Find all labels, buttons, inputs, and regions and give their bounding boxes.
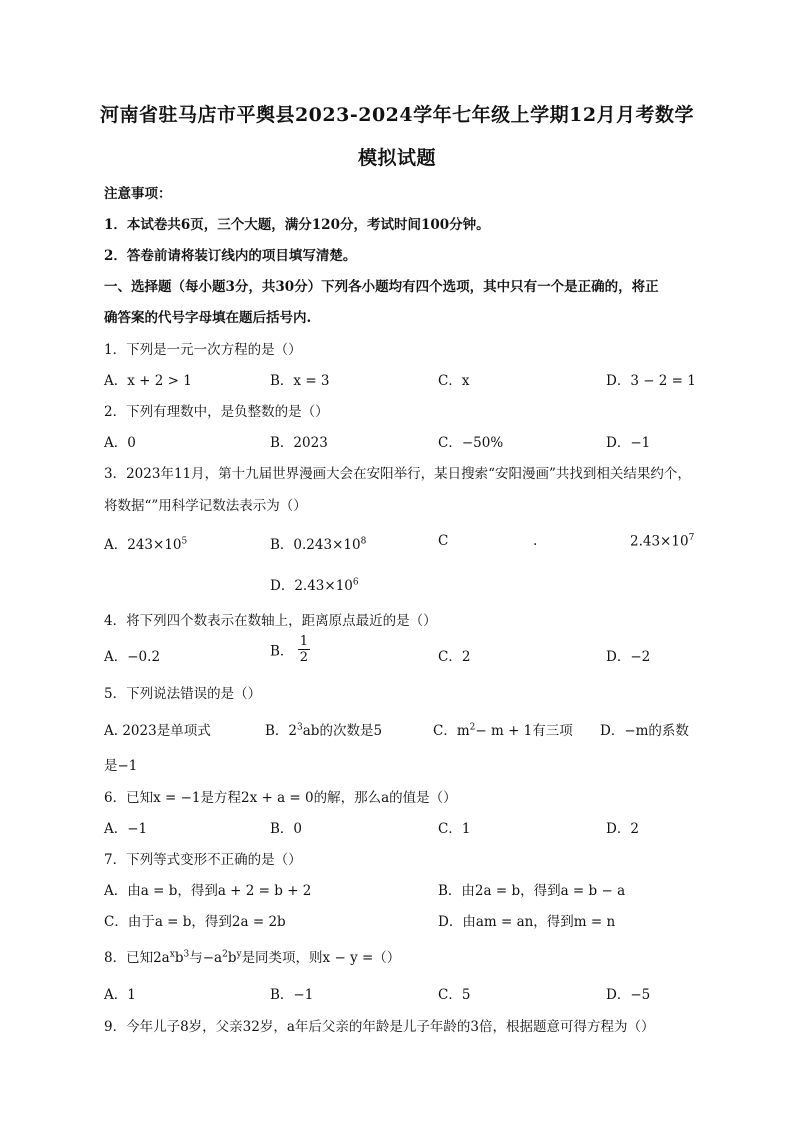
question-5-option-d-continued: 是−1 — [104, 758, 138, 774]
question-5-option-b: B．$2^3ab$的次数是5 — [265, 722, 383, 739]
question-3-option-c-dot: . — [533, 533, 538, 549]
question-2-option-c: C．−50% — [438, 435, 504, 451]
question-3-option-d: D．$2.43\times 10^6$ — [270, 577, 359, 594]
question-3-stem-line2: 将数据“”用科学记数法表示为（） — [104, 498, 307, 514]
question-1-option-a: A．x + 2 > 1 — [104, 373, 192, 389]
question-5-option-a: A. 2023是单项式 — [104, 723, 211, 739]
notice-item-1: 1．本试卷共6页，三个大题，满分120分，考试时间100分钟。 — [104, 217, 490, 233]
question-3-option-a: A．$243\times 10^5$ — [104, 536, 188, 553]
question-7-option-d: D．由am = an，得到m = n — [438, 914, 616, 930]
question-1-option-c: C．x — [438, 373, 470, 389]
question-7-stem: 7．下列等式变形不正确的是（） — [104, 852, 302, 868]
question-6-option-b: B．0 — [270, 821, 303, 837]
question-4-option-d: D．−2 — [606, 649, 651, 665]
question-3-option-c-label: C — [438, 533, 449, 549]
question-9-stem: 9．今年儿子8岁，父亲32岁，a年后父亲的年龄是儿子年龄的3倍，根据题意可得方程为（） — [104, 1019, 655, 1035]
exam-title-line2: 模拟试题 — [357, 147, 436, 169]
question-6-stem: 6．已知x = −1是方程2x + a = 0的解，那么a的值是（） — [104, 790, 457, 806]
question-6-option-a: A．−1 — [104, 821, 148, 837]
question-4-option-c: C．2 — [438, 649, 471, 665]
question-4-stem: 4．将下列四个数表示在数轴上，距离原点最近的是（） — [104, 613, 437, 629]
notice-item-2: 2．答卷前请将装订线内的项目填写清楚。 — [104, 248, 357, 264]
question-2-option-a: A．0 — [104, 435, 136, 451]
question-6-option-c: C．1 — [438, 821, 471, 837]
exam-title-line1: 河南省驻马店市平舆县2023-2024学年七年级上学期12月月考数学 — [99, 104, 695, 126]
question-8-option-d: D．−5 — [606, 987, 651, 1003]
question-7-option-c: C．由于a = b，得到2a = 2b — [104, 914, 286, 930]
question-7-option-b: B．由2a = b，得到a = b − a — [438, 883, 626, 899]
section1-instructions-line1: 一、选择题（每小题3分，共30分）下列各小题均有四个选项，其中只有一个是正确的，将正 — [104, 279, 659, 295]
question-2-stem: 2．下列有理数中，是负整数的是（） — [104, 404, 329, 420]
question-6-option-d: D．2 — [606, 821, 639, 837]
question-1-stem: 1．下列是一元一次方程的是（） — [104, 342, 302, 358]
question-2-option-b: B．2023 — [270, 435, 328, 451]
question-8-option-b: B．−1 — [270, 987, 314, 1003]
question-3-option-b: B．$0.243\times 10^8$ — [270, 536, 367, 553]
question-2-option-d: D．−1 — [606, 435, 651, 451]
question-3-option-c-value: $2.43\times 10^7$ — [630, 533, 695, 550]
question-4-option-b: B． $\frac{1}{2}$ — [270, 634, 308, 665]
question-4-option-a: A．−0.2 — [104, 649, 161, 665]
question-5-option-d: D．−m的系数 — [600, 723, 689, 739]
question-8-stem: 8．已知$2a^xb^3$与$-a^2b^y$是同类项，则x − y =（） — [104, 949, 401, 966]
section1-instructions-line2: 确答案的代号字母填在题后括号内. — [104, 310, 312, 326]
notice-heading: 注意事项： — [104, 186, 172, 202]
question-7-option-a: A．由a = b，得到a + 2 = b + 2 — [104, 883, 312, 899]
question-3-stem-line1: 3．2023年11月，第十九届世界漫画大会在安阳举行，某日搜索“安阳漫画”共找到相关结果约个， — [104, 466, 691, 482]
question-1-option-d: D．3 − 2 = 1 — [606, 373, 696, 389]
question-8-option-c: C．5 — [438, 987, 471, 1003]
question-8-option-a: A．1 — [104, 987, 136, 1003]
fraction-one-half: $\frac{1}{2}$ — [299, 634, 308, 665]
question-5-stem: 5．下列说法错误的是（） — [104, 686, 262, 702]
question-1-option-b: B．x = 3 — [270, 373, 330, 389]
question-5-option-c: C．$m^2- m + 1$有三项 — [433, 722, 573, 739]
